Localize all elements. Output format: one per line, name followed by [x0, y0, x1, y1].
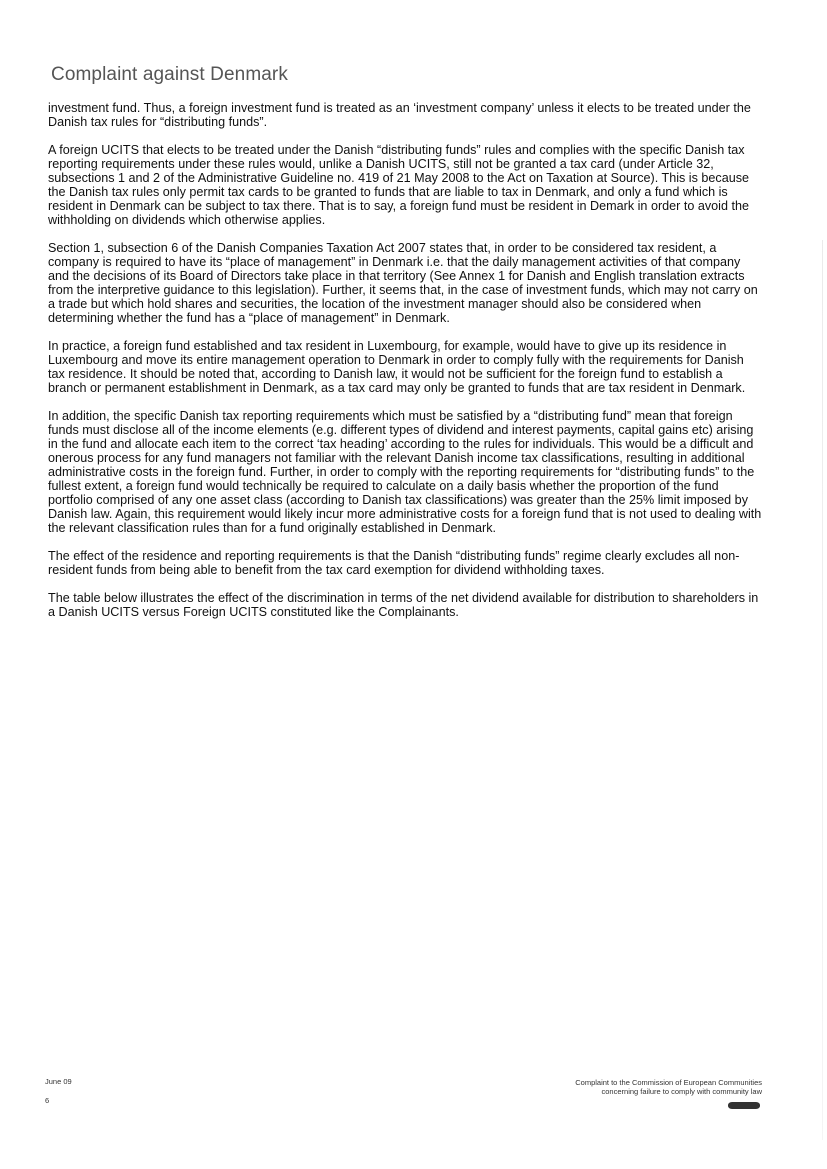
paragraph: The table below illustrates the effect of the discrimination in terms of the net dividend available for distribution to shareholders in a Danish UCITS versus Foreign UCITS constituted like the Complainants. [48, 591, 759, 619]
footer-line-1: Complaint to the Commission of European Communities [575, 1078, 762, 1087]
paragraph: Section 1, subsection 6 of the Danish Companies Taxation Act 2007 states that, in order to be considered tax resident, a company is required to have its “place of management” in Denmark i.e. that the daily management activities of that company and the decisions of its Board of Directors take place in that territory (See Annex 1 for Danish and English translation extracts from the interpretive guidance to this legislation). Further, it seems that, in the case of investment funds, which may not carry on a trade but which hold shares and securities, the location of the investment manager should also be considered when determining whether the fund has a “place of management” in Denmark. [48, 241, 758, 325]
firm-logo-icon [728, 1102, 760, 1109]
paragraph: investment fund. Thus, a foreign investment fund is treated as an ‘investment company’ unless it elects to be treated under the Danish tax rules for “distributing funds”. [48, 101, 751, 129]
footer-left [45, 1078, 72, 1104]
page-number: 6 [45, 1095, 50, 1105]
paragraph: In addition, the specific Danish tax reporting requirements which must be satisfied by a “distributing fund” mean that foreign funds must disclose all of the income elements (e.g. different types of dividend and interest payments, capital gains etc) arising in the fund and allocate each item to the correct ‘tax heading’ according to the rules for individuals. This would be a difficult and onerous process for any fund managers not familiar with the relevant Danish income tax classifications, resulting in additional administrative costs in the foreign fund. Further, in order to comply with the reporting requirements for “distributing funds” to the fullest extent, a foreign fund would technically be required to calculate on a daily basis whether the proportion of the fund portfolio comprised of any one asset class (according to Danish tax classifications) was greater than the 25% limit imposed by Danish law. Again, this requirement would likely incur more administrative costs for a foreign fund that is not used to dealing with the relevant classification rules than for a fund originally established in Denmark. [48, 409, 762, 535]
footer-date: June 09 [45, 1077, 72, 1086]
page-title: Complaint against Denmark [51, 64, 288, 85]
footer-line-2: concerning failure to comply with community law [601, 1087, 762, 1096]
paragraph: A foreign UCITS that elects to be treated under the Danish “distributing funds” rules and complies with the specific Danish tax reporting requirements under these rules would, unlike a Danish UCITS, still not be granted a tax card (under Article 32, subsections 1 and 2 of the Administrative Guideline no. 419 of 21 May 2008 to the Act on Taxation at Source). This is because the Danish tax rules only permit tax cards to be granted to funds that are liable to tax in Denmark, and only a fund which is resident in Denmark can be subject to tax there. That is to say, a foreign fund must be resident in Demark in order to avoid the withholding on dividends which otherwise applies. [48, 143, 750, 227]
footer-right [575, 1078, 762, 1096]
document-body [48, 101, 764, 633]
paragraph: The effect of the residence and reporting requirements is that the Danish “distributing funds” regime clearly excludes all non-resident funds from being able to benefit from the tax card exemption for dividend withholding taxes. [48, 549, 740, 577]
paragraph: In practice, a foreign fund established and tax resident in Luxembourg, for example, would have to give up its residence in Luxembourg and move its entire management operation to Denmark in order to comply fully with the requirements for Danish tax residence. It should be noted that, according to Danish law, it would not be sufficient for the foreign fund to establish a branch or permanent establishment in Denmark, as a tax card may only be granted to funds that are tax resident in Denmark. [48, 339, 746, 395]
scan-edge-divider [822, 240, 823, 1140]
